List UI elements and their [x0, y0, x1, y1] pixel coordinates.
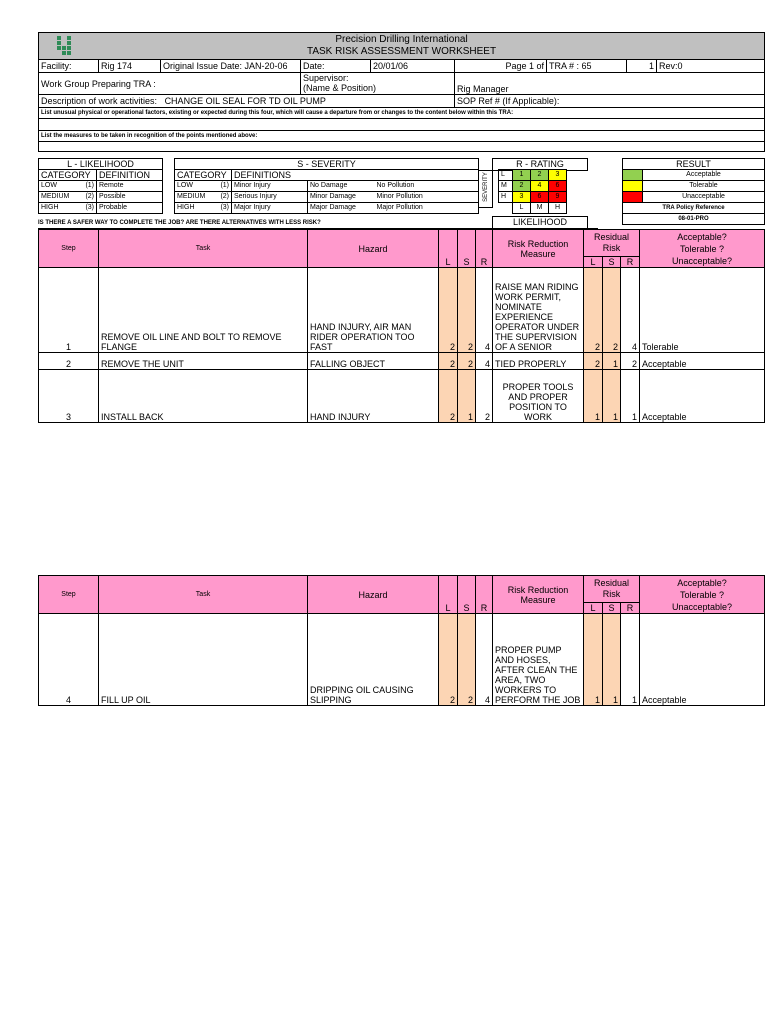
hazard-cell: HAND INJURY, AIR MAN RIDER OPERATION TOO FAST — [308, 268, 439, 353]
rating-cell: 1 — [513, 170, 531, 181]
col-residual-s: S — [603, 603, 621, 614]
s-cell: 2 — [458, 353, 476, 370]
severity-cat: HIGH (3) — [175, 203, 232, 214]
severity-axis — [478, 170, 493, 208]
title-bar — [39, 33, 765, 60]
rating-cell: 6 — [531, 192, 549, 203]
severity-table — [174, 158, 479, 214]
severity-def-header: DEFINITIONS — [232, 170, 479, 181]
col-residual-r: R — [621, 603, 640, 614]
rating-cell: 6 — [549, 181, 567, 192]
residual-l-cell: 2 — [584, 268, 603, 353]
policy-code: 08-01-PRO — [623, 214, 765, 225]
hazard-cell: HAND INJURY — [308, 370, 439, 423]
result-swatch-green — [623, 170, 643, 181]
severity-axis-label: SEVERITY — [483, 172, 489, 202]
risk-table-page-2 — [38, 575, 765, 706]
col-r: R — [476, 576, 493, 614]
risk-table — [38, 229, 765, 423]
note-blank-row-2 — [39, 142, 765, 152]
severity-def: No Damage — [308, 181, 375, 192]
table-row — [39, 353, 765, 370]
date-value: 20/01/06 — [371, 60, 455, 73]
safer-way-question: IS THERE A SAFER WAY TO COMPLETE THE JOB? ARE THERE ALTERNATIVES WITH LESS RISK? — [38, 219, 598, 229]
measure-cell: TIED PROPERLY — [493, 353, 584, 370]
description-row — [39, 95, 455, 108]
likelihood-table — [38, 158, 163, 214]
rating-cell: 2 — [531, 170, 549, 181]
note-unusual-factors: List unusual physical or operational factors, existing or expected during this four, which will cause a departure from or changes to the content below within this TRA: — [39, 108, 765, 119]
residual-r-cell: 1 — [621, 370, 640, 423]
result-item: Tolerable — [643, 181, 765, 192]
s-cell: 2 — [458, 268, 476, 353]
residual-s-cell: 1 — [603, 370, 621, 423]
result-cell: Acceptable — [640, 370, 765, 423]
rating-col-label: H — [549, 203, 567, 214]
rating-cell: 4 — [531, 181, 549, 192]
col-acceptable: Acceptable? Tolerable ? Unacceptable? — [640, 230, 765, 268]
company-name: Precision Drilling International — [335, 34, 468, 45]
step-cell: 3 — [39, 370, 99, 423]
table-row — [39, 370, 765, 423]
task-cell: REMOVE OIL LINE AND BOLT TO REMOVE FLANGE — [99, 268, 308, 353]
residual-l-cell: 2 — [584, 353, 603, 370]
rating-col-label: M — [531, 203, 549, 214]
likelihood-def: Remote — [97, 181, 163, 192]
rating-cell: 3 — [549, 170, 567, 181]
task-cell: INSTALL BACK — [99, 370, 308, 423]
residual-l-cell: 1 — [584, 370, 603, 423]
severity-cat-header: CATEGORY — [175, 170, 232, 181]
residual-r-cell: 1 — [621, 614, 640, 706]
likelihood-title: L - LIKELIHOOD — [39, 159, 163, 170]
hazard-cell: DRIPPING OIL CAUSING SLIPPING — [308, 614, 439, 706]
work-group-label: Work Group Preparing TRA : — [39, 73, 301, 95]
description-value: CHANGE OIL SEAL FOR TD OIL PUMP — [164, 96, 326, 106]
s-cell: 2 — [458, 614, 476, 706]
result-cell: Tolerable — [640, 268, 765, 353]
step-cell: 4 — [39, 614, 99, 706]
likelihood-cat: HIGH (3) — [39, 203, 97, 214]
col-measure: Risk Reduction Measure — [493, 576, 584, 614]
col-l: L — [439, 230, 458, 268]
note-blank-row — [39, 119, 765, 131]
step-cell: 1 — [39, 268, 99, 353]
severity-def: No Pollution — [375, 181, 479, 192]
measure-cell: PROPER TOOLS AND PROPER POSITION TO WORK — [493, 370, 584, 423]
date-label: Date: — [301, 60, 371, 73]
residual-s-cell: 1 — [603, 614, 621, 706]
col-hazard: Hazard — [308, 576, 439, 614]
rating-row-label: L — [499, 170, 513, 181]
r-cell: 4 — [476, 614, 493, 706]
rating-cell: 9 — [549, 192, 567, 203]
likelihood-def-header: DEFINITION — [97, 170, 163, 181]
r-cell: 2 — [476, 370, 493, 423]
rating-title: R - RATING — [492, 158, 588, 171]
supervisor-value: Rig Manager — [455, 73, 765, 95]
severity-def: Major Pollution — [375, 203, 479, 214]
severity-cat: LOW (1) — [175, 181, 232, 192]
col-residual-l: L — [584, 257, 603, 268]
company-logo-icon — [57, 36, 71, 55]
col-residual: Residual Risk — [584, 230, 640, 257]
page-label: Page 1 of — [455, 60, 547, 73]
severity-def: Minor Injury — [232, 181, 308, 192]
description-label: Description of work activities: — [41, 96, 158, 106]
note-measures: List the measures to be taken in recognition of the points mentioned above: — [39, 131, 765, 142]
residual-l-cell: 1 — [584, 614, 603, 706]
residual-s-cell: 2 — [603, 268, 621, 353]
result-swatch-red — [623, 192, 643, 203]
col-task: Task — [99, 576, 308, 614]
r-cell: 4 — [476, 353, 493, 370]
result-legend — [622, 158, 765, 225]
rating-row-label: H — [499, 192, 513, 203]
task-cell: REMOVE THE UNIT — [99, 353, 308, 370]
severity-def: Minor Damage — [308, 192, 375, 203]
result-item: Unacceptable — [643, 192, 765, 203]
table-row — [39, 614, 765, 706]
result-title: RESULT — [623, 159, 765, 170]
facility-value: Rig 174 — [99, 60, 161, 73]
rating-block — [478, 158, 594, 228]
col-residual-l: L — [584, 603, 603, 614]
col-residual-r: R — [621, 257, 640, 268]
rating-matrix — [498, 169, 567, 214]
result-swatch-yellow — [623, 181, 643, 192]
col-step: Step — [39, 230, 99, 268]
header-table — [38, 32, 765, 152]
severity-def: Major Injury — [232, 203, 308, 214]
supervisor-label: Supervisor: (Name & Position) — [301, 73, 455, 95]
residual-s-cell: 1 — [603, 353, 621, 370]
r-cell: 4 — [476, 268, 493, 353]
s-cell: 1 — [458, 370, 476, 423]
hazard-cell: FALLING OBJECT — [308, 353, 439, 370]
issue-date: Original Issue Date: JAN-20-06 — [161, 60, 301, 73]
rating-row-label: M — [499, 181, 513, 192]
severity-title: S - SEVERITY — [175, 159, 479, 170]
policy-reference: TRA Policy Reference — [623, 203, 765, 214]
document-title: TASK RISK ASSESSMENT WORKSHEET — [306, 46, 497, 57]
col-s: S — [458, 230, 476, 268]
col-s: S — [458, 576, 476, 614]
measure-cell: RAISE MAN RIDING WORK PERMIT, NOMINATE EXPERIENCE OPERATOR UNDER THE SUPERVISION OF A SENIOR — [493, 268, 584, 353]
l-cell: 2 — [439, 614, 458, 706]
rating-col-label: L — [513, 203, 531, 214]
col-hazard: Hazard — [308, 230, 439, 268]
col-measure: Risk Reduction Measure — [493, 230, 584, 268]
residual-r-cell: 2 — [621, 353, 640, 370]
tra-label: TRA # : 65 — [547, 60, 627, 73]
severity-def: Major Damage — [308, 203, 375, 214]
result-cell: Acceptable — [640, 614, 765, 706]
likelihood-cat: LOW (1) — [39, 181, 97, 192]
table-row — [39, 268, 765, 353]
col-residual-s: S — [603, 257, 621, 268]
col-acceptable: Acceptable? Tolerable ? Unacceptable? — [640, 576, 765, 614]
col-task: Task — [99, 230, 308, 268]
col-step: Step — [39, 576, 99, 614]
col-l: L — [439, 576, 458, 614]
residual-r-cell: 4 — [621, 268, 640, 353]
severity-def: Minor Pollution — [375, 192, 479, 203]
col-r: R — [476, 230, 493, 268]
rating-cell: 2 — [513, 181, 531, 192]
l-cell: 2 — [439, 370, 458, 423]
likelihood-cat: MEDIUM (2) — [39, 192, 97, 203]
measure-cell: PROPER PUMP AND HOSES, AFTER CLEAN THE AREA, TWO WORKERS TO PERFORM THE JOB — [493, 614, 584, 706]
col-residual: Residual Risk — [584, 576, 640, 603]
severity-def: Serious Injury — [232, 192, 308, 203]
l-cell: 2 — [439, 353, 458, 370]
result-cell: Acceptable — [640, 353, 765, 370]
sop-label: SOP Ref # (If Applicable): — [455, 95, 765, 108]
task-cell: FILL UP OIL — [99, 614, 308, 706]
likelihood-axis-label: LIKELIHOOD — [492, 216, 588, 229]
severity-cat: MEDIUM (2) — [175, 192, 232, 203]
likelihood-cat-header: CATEGORY — [39, 170, 97, 181]
l-cell: 2 — [439, 268, 458, 353]
rev-label: Rev:0 — [657, 60, 765, 73]
rating-cell: 3 — [513, 192, 531, 203]
facility-label: Facility: — [39, 60, 99, 73]
likelihood-def: Possible — [97, 192, 163, 203]
likelihood-def: Probable — [97, 203, 163, 214]
result-item: Acceptable — [643, 170, 765, 181]
step-cell: 2 — [39, 353, 99, 370]
tra-count: 1 — [627, 60, 657, 73]
